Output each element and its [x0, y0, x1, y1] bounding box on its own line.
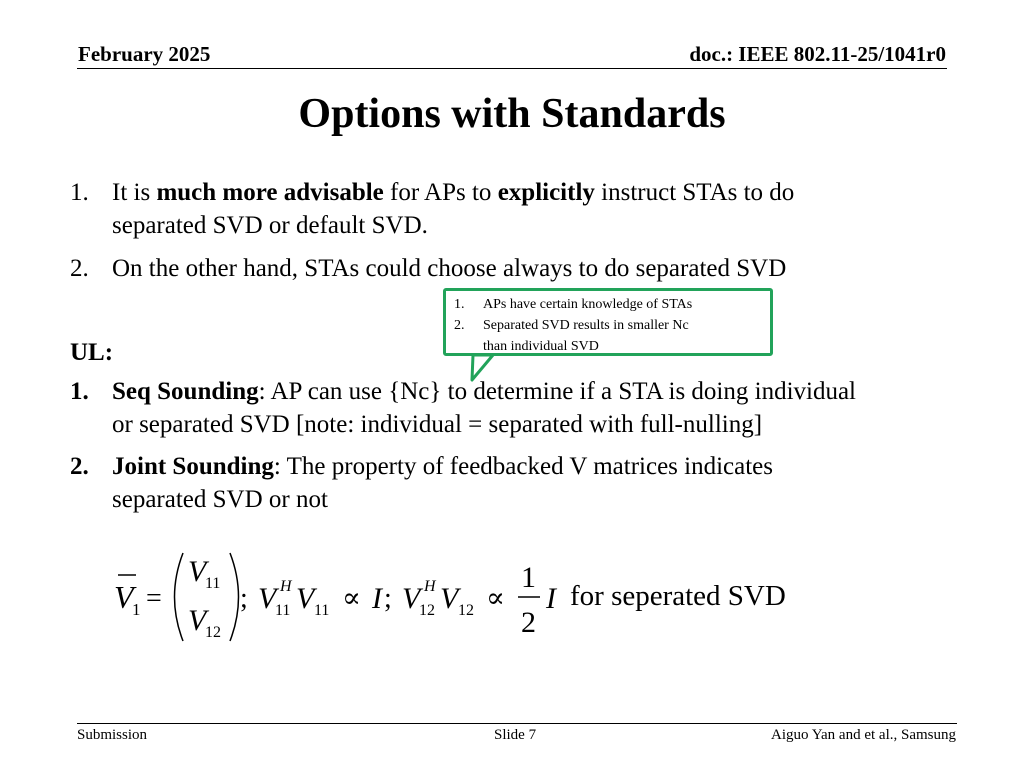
bold-phrase: Seq Sounding [112, 378, 259, 405]
formula-subscript: 12 [458, 602, 474, 619]
text-segment: : The property of feedbacked V matrices indicates [273, 453, 774, 480]
header-date: February 2025 [78, 42, 211, 66]
text-segment: instruct STAs to do [594, 179, 795, 206]
bold-phrase: Joint Sounding [112, 453, 274, 480]
list-item-line: On the other hand, STAs could choose always to do separated SVD [112, 255, 787, 282]
ul-heading: UL: [70, 339, 114, 366]
slide-title: Options with Standards [298, 91, 726, 137]
footer-authors: Aiguo Yan and et al., Samsung [771, 727, 956, 743]
text-segment: It is [112, 179, 157, 206]
list-item-line: separated SVD or default SVD. [112, 212, 428, 239]
fraction-numerator: 1 [521, 561, 536, 594]
formula-superscript: H [424, 578, 436, 595]
list-item-line [112, 450, 773, 483]
formula-symbol: V [440, 582, 459, 615]
callout-text: Separated SVD results in smaller Nc [483, 318, 689, 333]
formula-symbol: V [296, 582, 315, 615]
formula-subscript: 11 [275, 602, 291, 619]
formula-symbol: V [188, 604, 207, 637]
callout-text: APs have certain knowledge of STAs [483, 297, 693, 312]
formula-symbol: V [114, 579, 134, 615]
list-number: 2. [70, 255, 89, 282]
callout-number: 1. [454, 297, 465, 312]
svd-formula [108, 545, 828, 655]
list-item-line [112, 375, 856, 408]
footer-submission: Submission [77, 727, 148, 743]
formula-symbol: V [402, 582, 421, 615]
formula-operator: ∝ [342, 583, 361, 614]
list-number: 1. [70, 179, 89, 206]
formula-symbol: I [372, 582, 382, 615]
header-doc-id: doc.: IEEE 802.11-25/1041r0 [689, 42, 946, 66]
formula-superscript: H [280, 578, 292, 595]
formula-subscript: 1 [132, 600, 141, 619]
text-segment: : AP can use {Nc} to determine if a STA is doing individual [258, 378, 857, 405]
formula-subscript: 11 [205, 575, 221, 592]
formula-separator: ; [384, 583, 392, 614]
footer-divider [77, 723, 957, 724]
bold-phrase: much more advisable [156, 179, 384, 206]
formula-operator: = [146, 583, 162, 614]
right-paren [230, 553, 239, 641]
list-number: 1. [70, 378, 89, 405]
footer-slide-number: Slide 7 [494, 727, 537, 743]
list-item-line: or separated SVD [note: individual = separated with full-nulling] [112, 411, 763, 438]
callout-number: 2. [454, 318, 465, 333]
formula-subscript: 11 [314, 602, 330, 619]
callout-text: than individual SVD [483, 339, 599, 354]
list-number: 2. [70, 453, 89, 480]
formula-symbol: V [188, 555, 207, 588]
formula-subscript: 12 [205, 624, 221, 641]
text-segment: for APs to [383, 179, 498, 206]
fraction-denominator: 2 [521, 606, 536, 639]
formula-operator: ∝ [486, 583, 505, 614]
list-item-line: separated SVD or not [112, 486, 328, 513]
left-paren [175, 553, 184, 641]
formula-subscript: 12 [419, 602, 435, 619]
formula-symbol: V [258, 582, 277, 615]
formula-suffix: for seperated SVD [570, 580, 786, 612]
formula-symbol: I [546, 582, 556, 615]
formula-separator: ; [240, 583, 248, 614]
bold-phrase: explicitly [497, 179, 595, 206]
